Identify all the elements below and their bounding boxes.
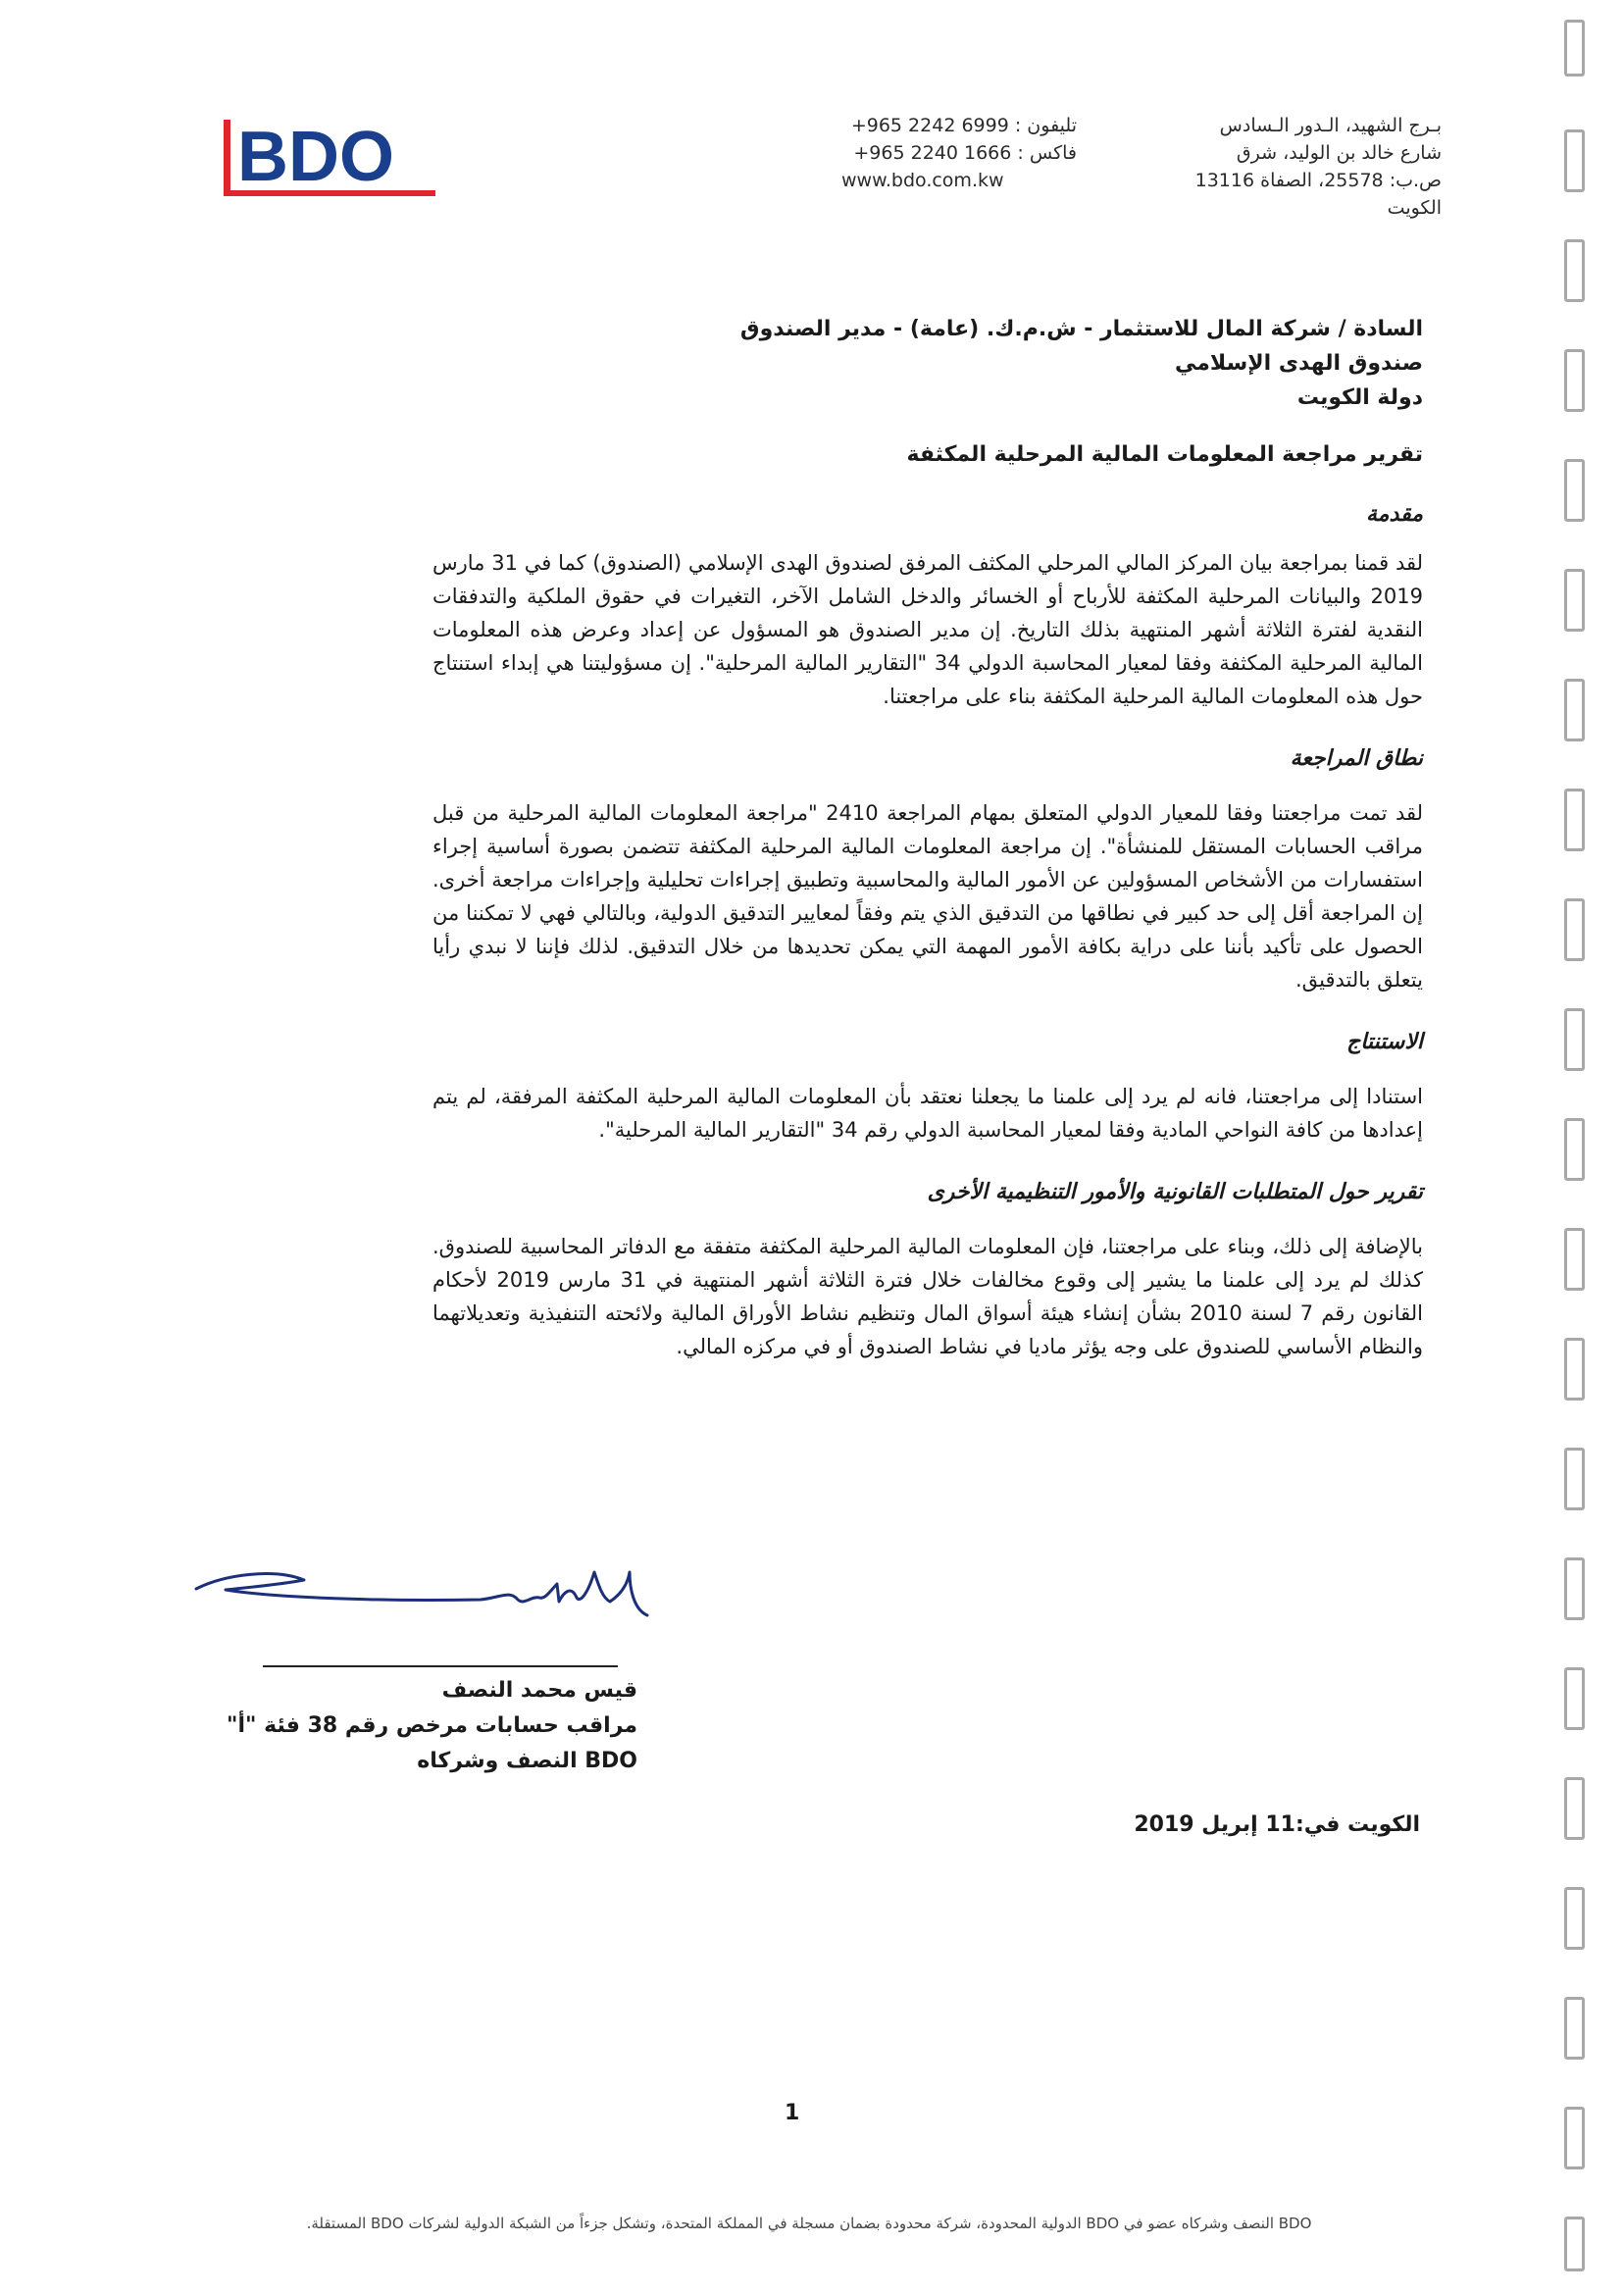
margin-mark — [1564, 129, 1585, 192]
handwritten-signature — [186, 1555, 686, 1638]
footer-text: BDO النصف وشركاه عضو في BDO الدولية المحدودة، شركة محدودة بضمان مسجلة في المملكة المتحدة، وتشكل جزءاً من الشبكة الدولية لشركات BDO المستقلة. — [306, 2215, 1312, 2232]
section-heading: مقدمة — [1365, 502, 1423, 527]
report-title: تقرير مراجعة المعلومات المالية المرحلية المكثفة — [906, 442, 1423, 467]
office-address — [1147, 112, 1442, 222]
signatory-title: مراقب حسابات مرخص رقم 38 فئة "أ" — [227, 1713, 637, 1738]
address-line: الكويت — [1387, 197, 1442, 219]
fax-line — [841, 139, 1077, 167]
margin-mark — [1564, 679, 1585, 741]
margin-mark — [1564, 569, 1585, 632]
margin-mark — [1564, 239, 1585, 302]
section-body: استنادا إلى مراجعتنا، فانه لم يرد إلى علمنا ما يجعلنا نعتقد بأن المعلومات المالية المرحلية المكثفة المرفقة، لم يتم إعدادها من كافة النواحي المادية وفقا لمعيار المحاسبة الدولي رقم 34 "التقارير المالية المرحلية". — [432, 1085, 1423, 1142]
contact-info — [841, 112, 1077, 194]
margin-mark — [1564, 2217, 1585, 2271]
page-number: 1 — [785, 2101, 800, 2125]
phone-value: +965 2242 6999 — [850, 115, 1009, 136]
website-link[interactable]: www.bdo.com.kw — [841, 170, 1004, 191]
margin-mark — [1564, 1118, 1585, 1181]
section-body: بالإضافة إلى ذلك، وبناء على مراجعتنا، فإن المعلومات المالية المرحلية المكثفة متفقة مع الدفاتر المحاسبية للصندوق. كذلك لم يرد إلى علمنا ما يشير إلى وقوع مخالفات خلال فترة الثلاثة أشهر المنتهية في 31 مارس 2019 لأحكام القانون رقم 7 لسنة 2010 بشأن إنشاء هيئة أسواق المال وتنظيم نشاط الأوراق المالية ولائحته التنفيذية وتعديلاتهما والنظام الأساسي للصندوق على وجه يؤثر ماديا في نشاط الصندوق أو في مركزه المالي. — [432, 1235, 1424, 1358]
margin-mark — [1564, 1777, 1585, 1840]
address-line: ص.ب: 25578، الصفاة 13116 — [1194, 170, 1442, 191]
address-line: بـرج الشهيد، الـدور الـسادس — [1219, 115, 1442, 136]
margin-mark — [1564, 349, 1585, 412]
margin-mark — [1564, 1228, 1585, 1291]
margin-mark — [1564, 459, 1585, 522]
phone-line — [841, 112, 1077, 139]
recipient-line: صندوق الهدى الإسلامي — [1175, 351, 1423, 376]
section-heading: تقرير حول المتطلبات القانونية والأمور التنظيمية الأخرى — [927, 1180, 1423, 1204]
section-body: لقد تمت مراجعتنا وفقا للمعيار الدولي المتعلق بمهام المراجعة 2410 "مراجعة المعلومات المالية المرحلية من قبل مراقب الحسابات المستقل للمنشأة". إن مراجعة المعلومات المالية المرحلية المكثفة تتضمن بصورة أساسية إجراء استفسارات من الأشخاص المسؤولين عن الأمور المالية والمحاسبية وتطبيق إجراءات تحليلية وإجراءات مراجعة أخرى. إن المراجعة أقل إلى حد كبير في نطاقها من التدقيق الذي يتم وفقاً لمعايير التدقيق الدولية، وبالتالي فهي لا تمكننا من الحصول على تأكيد بأننا على دراية بكافة الأمور المهمة التي يمكن تحديدها من خلال التدقيق. لذلك فإننا لا نبدي رأيا يتعلق بالتدقيق. — [432, 801, 1424, 992]
margin-mark — [1564, 1448, 1585, 1510]
signatory-name: قيس محمد النصف — [441, 1678, 637, 1703]
margin-mark — [1564, 20, 1585, 76]
signatory-block — [226, 1673, 637, 1779]
section-heading: الاستنتاج — [1346, 1030, 1423, 1054]
margin-mark — [1564, 1338, 1585, 1401]
margin-mark — [1564, 1557, 1585, 1620]
phone-label: تليفون : — [1014, 115, 1077, 136]
recipient-line: دولة الكويت — [1296, 385, 1423, 410]
signatory-firm: BDO النصف وشركاه — [417, 1749, 637, 1773]
margin-mark — [1564, 2107, 1585, 2169]
section-body: لقد قمنا بمراجعة بيان المركز المالي المرحلي المكثف المرفق لصندوق الهدى الإسلامي (الصندوق) كما في 31 مارس 2019 والبيانات المرحلية المكثفة للأرباح أو الخسائر والدخل الشامل الآخر، التغيرات في حقوق الملكية والتدفقات النقدية لفترة الثلاثة أشهر المنتهية بذلك التاريخ. إن مدير الصندوق هو المسؤول عن إعداد وعرض هذه المعلومات المالية المرحلية المكثفة وفقا لمعيار المحاسبة الدولي 34 "التقارير المالية المرحلية". إن مسؤوليتنا هي إبداء استنتاج حول هذه المعلومات المالية المرحلية المكثفة بناء على مراجعتنا. — [432, 551, 1423, 708]
bdo-logo — [224, 116, 437, 202]
margin-mark — [1564, 1887, 1585, 1950]
margin-mark — [1564, 1997, 1585, 2060]
signature-rule — [263, 1665, 618, 1667]
section-heading: نطاق المراجعة — [1290, 746, 1423, 771]
margin-mark — [1564, 898, 1585, 961]
margin-mark — [1564, 1008, 1585, 1071]
fax-label: فاكس : — [1017, 142, 1077, 164]
address-line: شارع خالد بن الوليد، شرق — [1236, 142, 1442, 164]
logo-text: BDO — [237, 118, 394, 196]
margin-mark — [1564, 789, 1585, 851]
margin-mark — [1564, 1667, 1585, 1730]
fax-value: +965 2240 1666 — [853, 142, 1012, 164]
date-line: الكويت في:11 إبريل 2019 — [1134, 1812, 1420, 1837]
letter-body — [432, 312, 1423, 1363]
recipient-block — [432, 312, 1423, 415]
recipient-line: السادة / شركة المال للاستثمار - ش.م.ك. (عامة) - مدير الصندوق — [739, 317, 1423, 341]
